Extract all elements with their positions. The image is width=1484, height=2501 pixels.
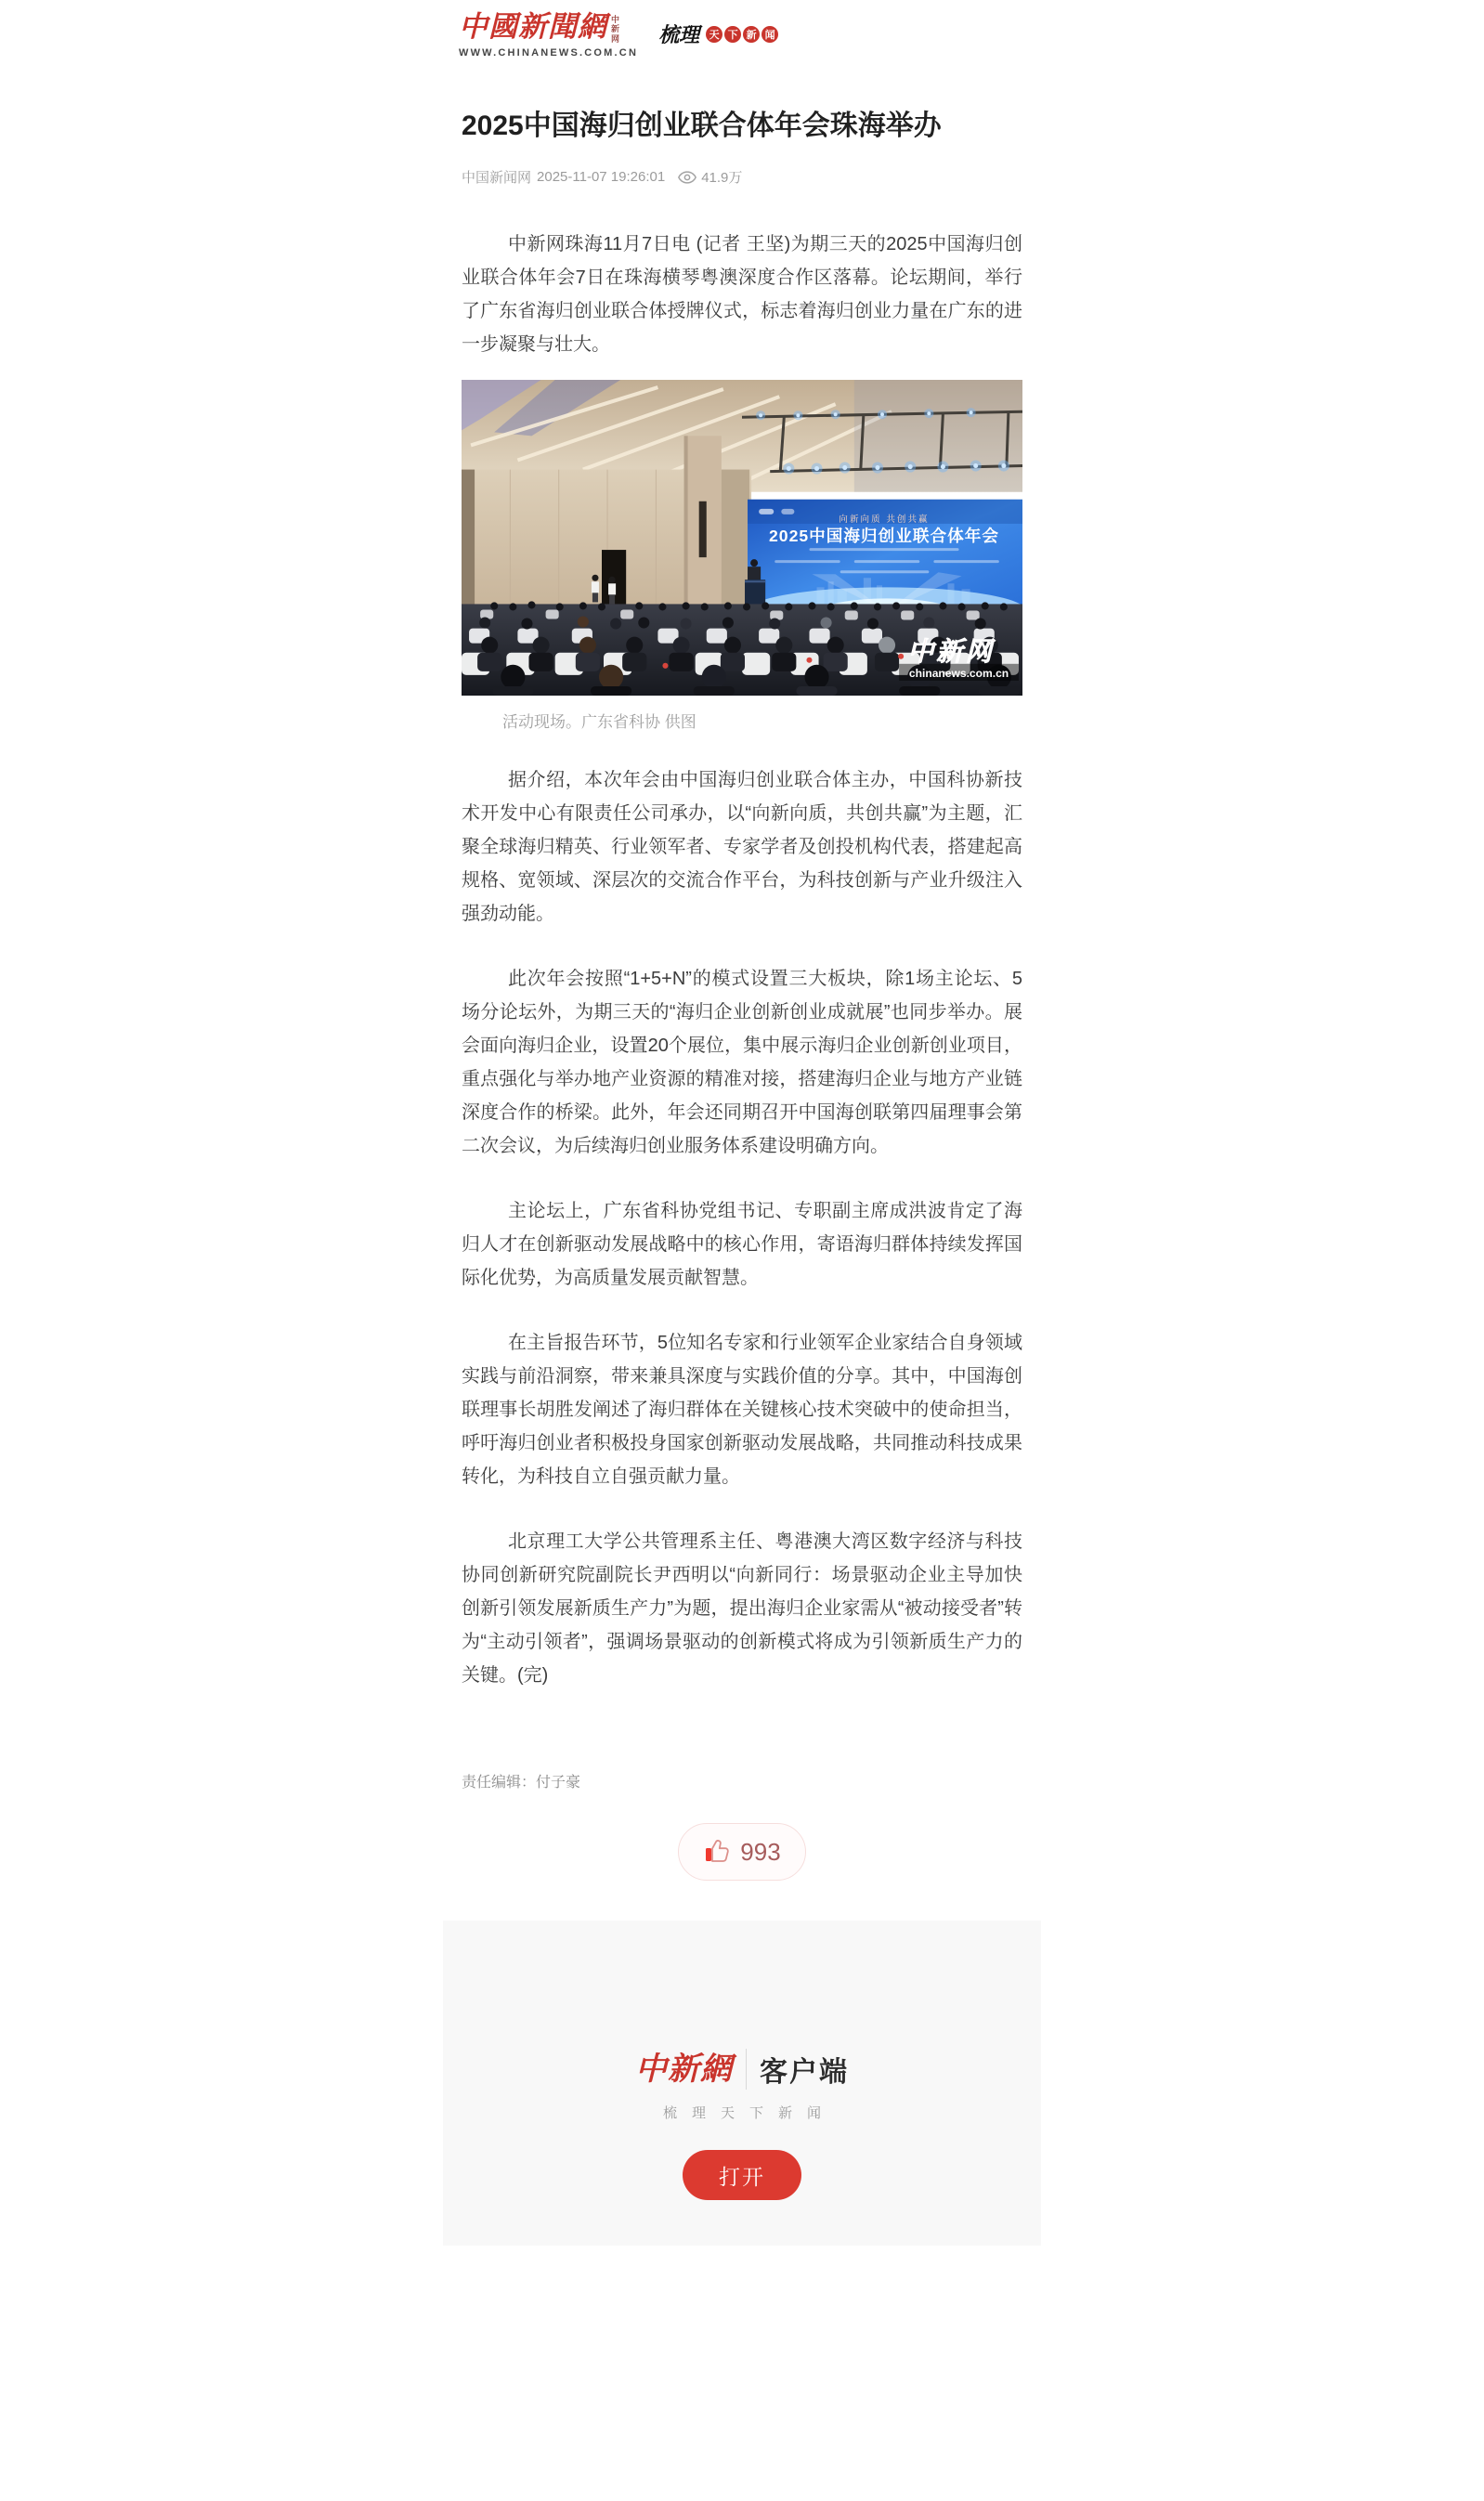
brand-url: WWW.CHINANEWS.COM.CN — [459, 47, 639, 59]
editor-line: 责任编辑：付子豪 — [462, 1775, 581, 1791]
like-count: 993 — [740, 1837, 781, 1866]
article-paragraph: 在主旨报告环节，5位知名专家和行业领军企业家结合自身领域实践与前沿洞察，带来兼具深度与实践价值的分享。其中，中国海创联理事长胡胜发阐述了海归群体在关键核心技术突破中的使命担当，呼吁海归创业者积极投身国家创新驱动发展战略，共同推动科技成果转化，为科技自立自强贡献力量。 — [462, 1333, 1022, 1487]
article-paragraph: 北京理工大学公共管理系主任、粤港澳大湾区数字经济与科技协同创新研究院副院长尹西明以“向新同行：场景驱动企业主导加快创新引领发展新质生产力”为题，提出海归企业家需从“被动接受者”转为“主动引领者”，强调场景驱动的创新模式将成为引领新质生产力的关键。(完) — [462, 1531, 1022, 1686]
app-promo-card — [443, 1921, 1041, 2246]
slogan-stamp-icon: 闻 — [762, 26, 778, 43]
photo-caption: 活动现场。广东省科协 供图 — [502, 713, 696, 731]
app-tagline: 梳理天下新闻 — [662, 2105, 836, 2121]
article-title: 2025中国海归创业联合体年会珠海举办 — [462, 111, 942, 141]
brand-slogan — [658, 20, 778, 48]
article-paragraph: 据介绍，本次年会由中国海归创业联合体主办，中国科协新技术开发中心有限责任公司承办，以“向新向质，共创共赢”为主题，汇聚全球海归精英、行业领军者、专家学者及创投机构代表，搭建起高规格、宽领域、深层次的交流合作平台，为科技创新与产业升级注入强劲动能。 — [462, 770, 1022, 924]
article-source: 中国新闻网 — [462, 170, 532, 186]
chinanews-logo[interactable] — [459, 12, 638, 59]
views-eye-icon — [678, 171, 696, 184]
photo-watermark-cn: 中新网 — [907, 635, 995, 667]
article-photo[interactable] — [462, 380, 1022, 732]
chinanews-footer-logo: 中新網 — [635, 2051, 733, 2088]
article-paragraph: 此次年会按照“1+5+N”的模式设置三大板块，除1场主论坛、5场分论坛外，为期三天的“海归企业创新创业成就展”也同步举办。展会面向海归企业，设置20个展位，集中展示海归企业创新创业项目，重点强化与举办地产业资源的精准对接，搭建海归企业与地方产业链深度合作的桥梁。此外，年会还同期召开中国海创联第四届理事会第二次会议，为后续海归创业服务体系建设明确方向。 — [462, 969, 1022, 1156]
divider — [746, 2049, 747, 2090]
screen-slogan: 向新向质 共创共赢 — [839, 514, 930, 525]
site-header — [443, 0, 1041, 58]
article-paragraph: 中新网珠海11月7日电 (记者 王坚)为期三天的2025中国海归创业联合体年会7日在珠海横琴粤澳深度合作区落幕。论坛期间，举行了广东省海归创业联合体授牌仪式，标志着海归创业力量在广东的进一步凝聚与壮大。 — [462, 234, 1022, 355]
like-section — [462, 1823, 1022, 1881]
thumbs-up-icon — [703, 1838, 731, 1867]
brand-vertical-label: 中 新 网 — [611, 15, 620, 44]
screen-title: 2025中国海归创业联合体年会 — [768, 527, 1000, 546]
chinanews-wordmark: 中國新聞網 — [459, 10, 607, 44]
photo-watermark-en: chinanews.com.cn — [908, 666, 1009, 680]
article-datetime: 2025-11-07 19:26:01 — [537, 169, 666, 185]
conference-photo[interactable] — [462, 380, 1022, 696]
views-count: 41.9万 — [701, 170, 743, 186]
page — [443, 0, 1041, 2246]
open-app-button[interactable]: 打开 — [683, 2150, 801, 2200]
app-logo-row — [443, 2049, 1041, 2090]
article-body — [462, 763, 1022, 1692]
article — [443, 107, 1041, 1881]
article-meta — [462, 167, 1022, 187]
slogan-stamp-icon: 天 — [706, 26, 722, 43]
like-button[interactable] — [678, 1823, 806, 1881]
slogan-stamp-icon: 新 — [743, 26, 760, 43]
app-client-label: 客户端 — [760, 2057, 849, 2088]
article-paragraph: 主论坛上，广东省科协党组书记、专职副主席成洪波肯定了海归人才在创新驱动发展战略中的核心作用，寄语海归群体持续发挥国际化优势，为高质量发展贡献智慧。 — [462, 1201, 1022, 1288]
slogan-stamp-icon: 下 — [724, 26, 741, 43]
slogan-prefix: 梳理 — [658, 23, 700, 47]
